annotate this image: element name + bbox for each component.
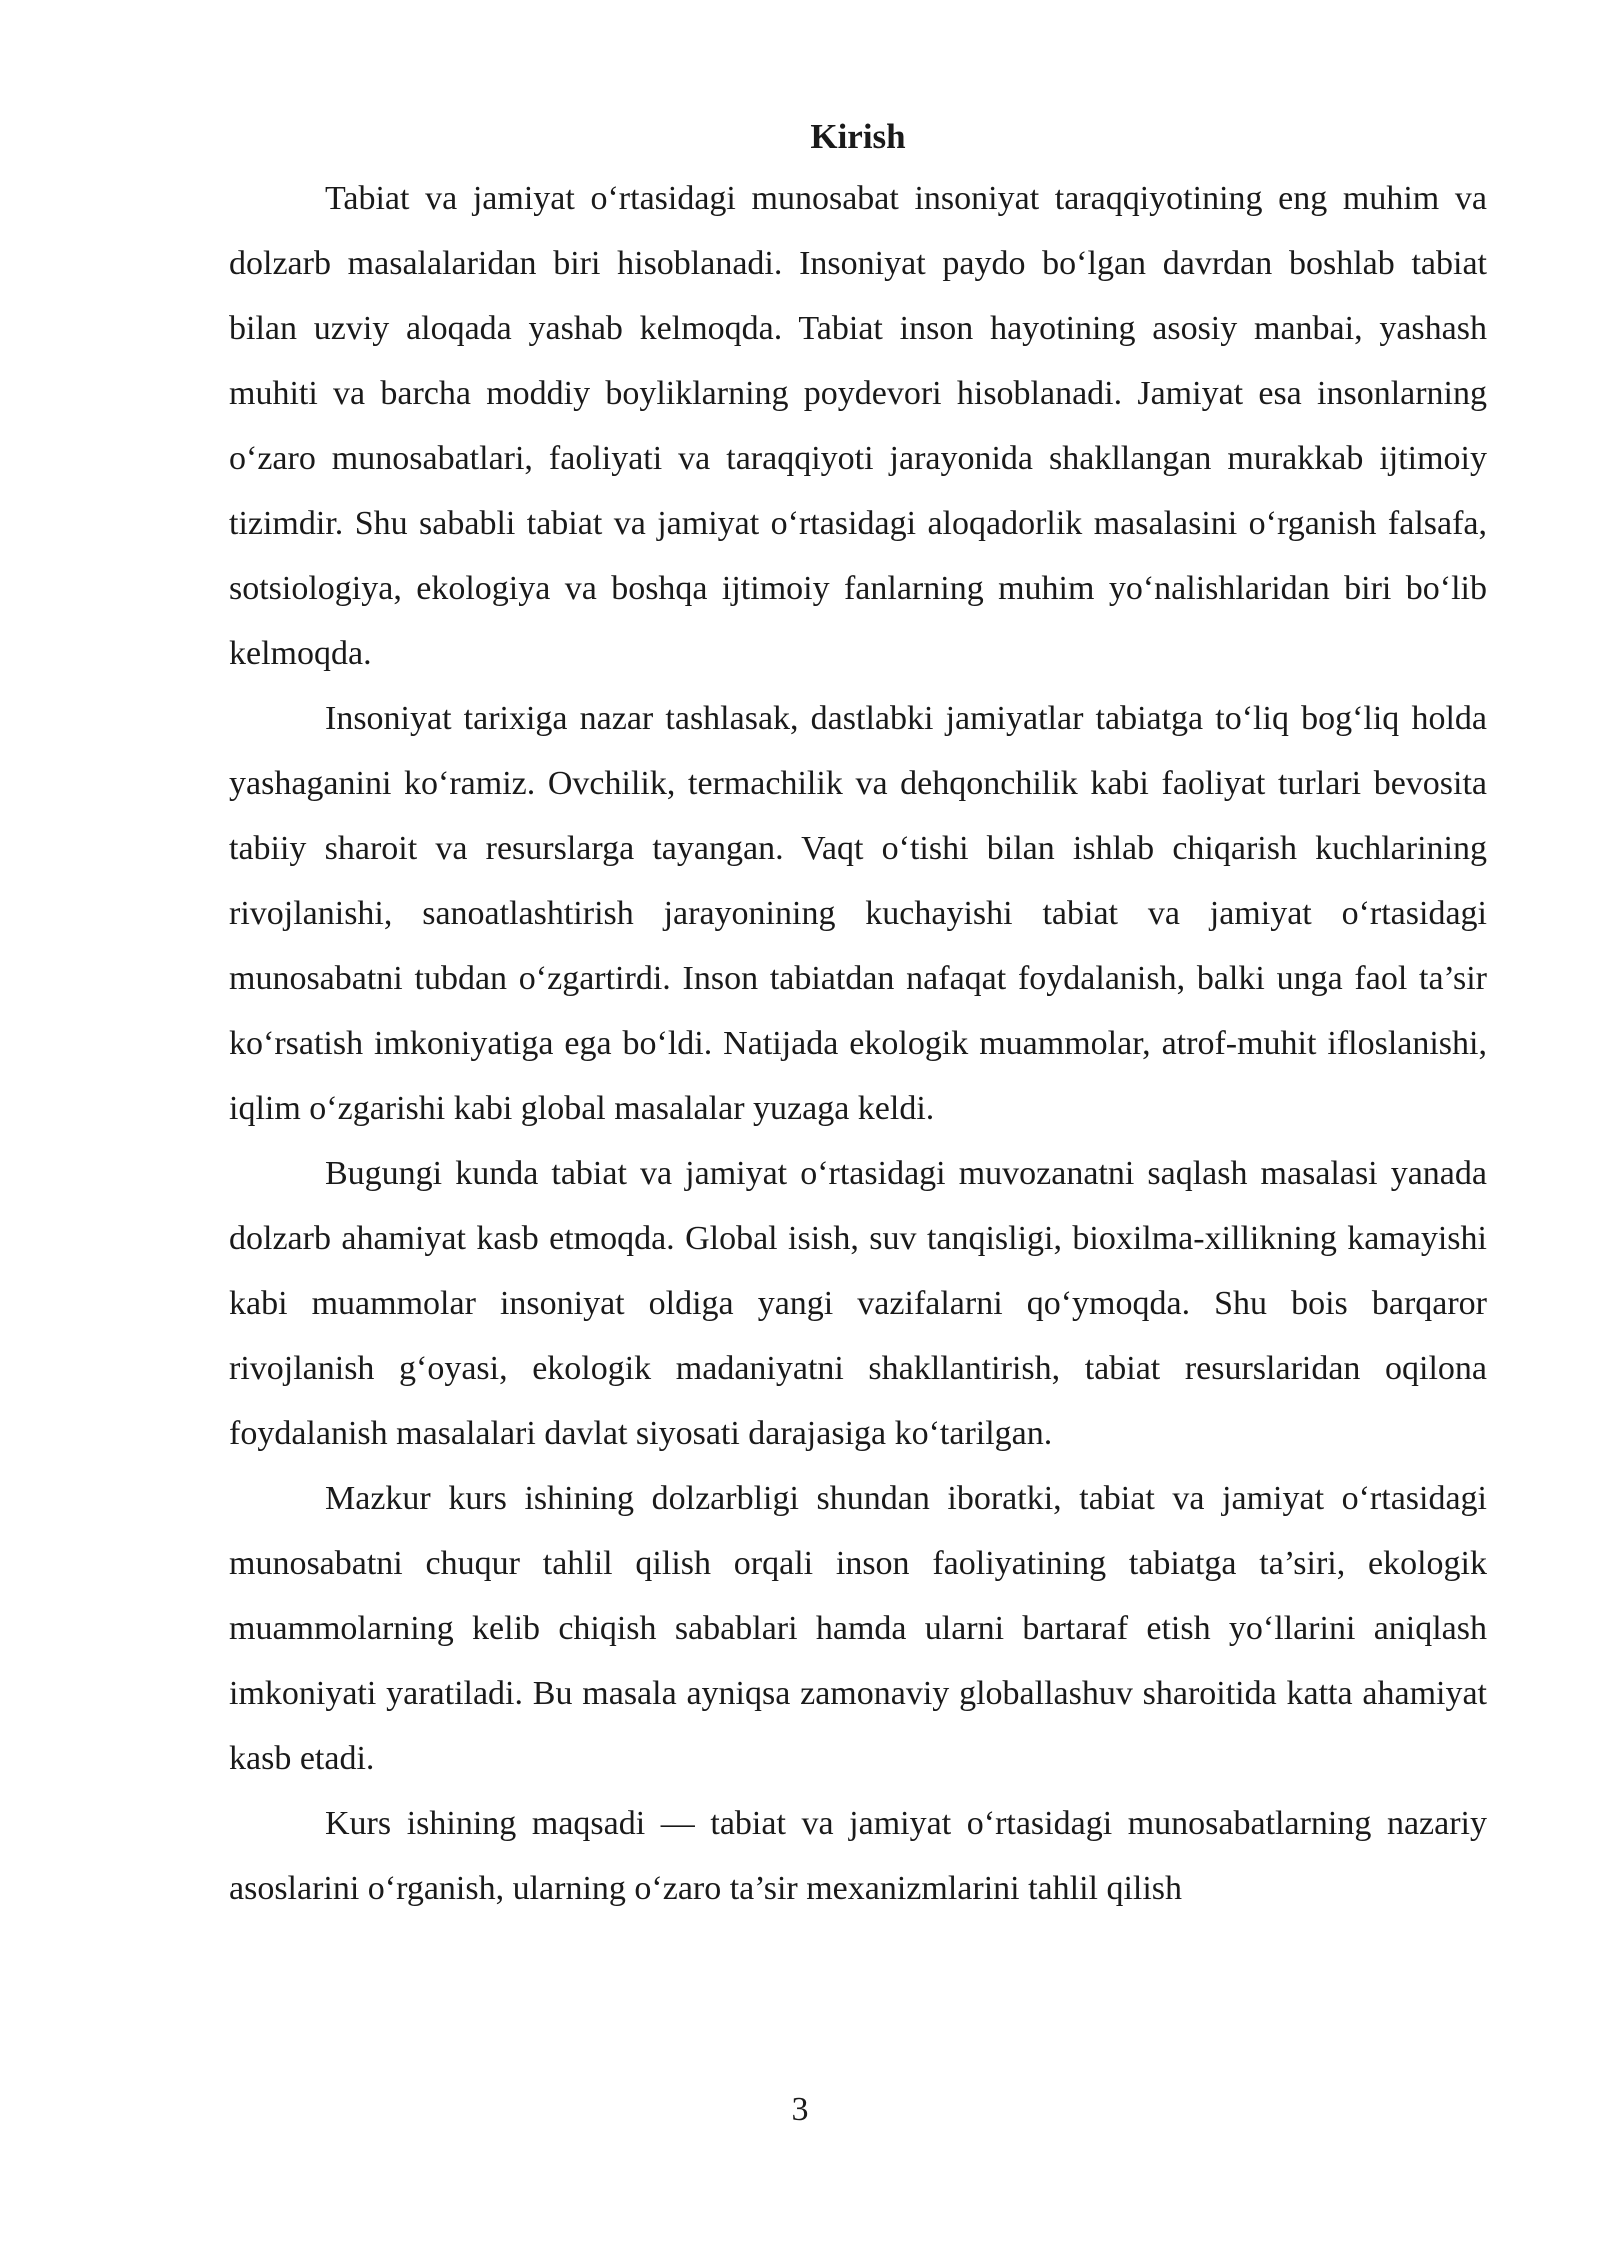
page-content [229, 108, 1487, 1921]
paragraph-5: Kurs ishining maqsadi — tabiat va jamiyat o‘rtasidagi munosabatlarning nazariy asoslarini o‘rganish, ularning o‘zaro ta’sir mexanizmlarini tahlil qilish [229, 1805, 1487, 1907]
section-title: Kirish [810, 117, 906, 156]
paragraph-2: Insoniyat tarixiga nazar tashlasak, dastlabki jamiyatlar tabiatga to‘liq bog‘liq holda yashaganini ko‘ramiz. Ovchilik, termachilik va dehqonchilik kabi faoliyat turlari bevosita tabiiy sharoit va resurslarga tayangan. Vaqt o‘tishi bilan ishlab chiqarish kuchlarining rivojlanishi, sanoatlashtirish jarayonining kuchayishi tabiat va jamiyat o‘rtasidagi munosabatni tubdan o‘zgartirdi. Inson tabiatdan nafaqat foydalanish, balki unga faol ta’sir ko‘rsatish imkoniyatiga ega bo‘ldi. Natijada ekologik muammolar, atrof-muhit ifloslanishi, iqlim o‘zgarishi kabi global masalalar yuzaga keldi. [229, 700, 1487, 1127]
paragraph-4: Mazkur kurs ishining dolzarbligi shundan iboratki, tabiat va jamiyat o‘rtasidagi munosabatni chuqur tahlil qilish orqali inson faoliyatining tabiatga ta’siri, ekologik muammolarning kelib chiqish sabablari hamda ularni bartaraf etish yo‘llarini aniqlash imkoniyati yaratiladi. Bu masala ayniqsa zamonaviy globallashuv sharoitida katta ahamiyat kasb etadi. [229, 1480, 1487, 1777]
paragraph-3: Bugungi kunda tabiat va jamiyat o‘rtasidagi muvozanatni saqlash masalasi yanada dolzarb ahamiyat kasb etmoqda. Global isish, suv tanqisligi, bioxilma-xillikning kamayishi kabi muammolar insoniyat oldiga yangi vazifalarni qo‘ymoqda. Shu bois barqaror rivojlanish g‘oyasi, ekologik madaniyatni shakllantirish, tabiat resurslaridan oqilona foydalanish masalalari davlat siyosati darajasiga ko‘tarilgan. [229, 1155, 1487, 1452]
page-number: 3 [791, 2091, 809, 2128]
paragraph-1: Tabiat va jamiyat o‘rtasidagi munosabat insoniyat taraqqiyotining eng muhim va dolzarb masalalaridan biri hisoblanadi. Insoniyat paydo bo‘lgan davrdan boshlab tabiat bilan uzviy aloqada yashab kelmoqda. Tabiat inson hayotining asosiy manbai, yashash muhiti va barcha moddiy boyliklarning poydevori hisoblanadi. Jamiyat esa insonlarning o‘zaro munosabatlari, faoliyati va taraqqiyoti jarayonida shakllangan murakkab ijtimoiy tizimdir. Shu sababli tabiat va jamiyat o‘rtasidagi aloqadorlik masalasini o‘rganish falsafa, sotsiologiya, ekologiya va boshqa ijtimoiy fanlarning muhim yo‘nalishlaridan biri bo‘lib kelmoqda. [229, 180, 1487, 672]
